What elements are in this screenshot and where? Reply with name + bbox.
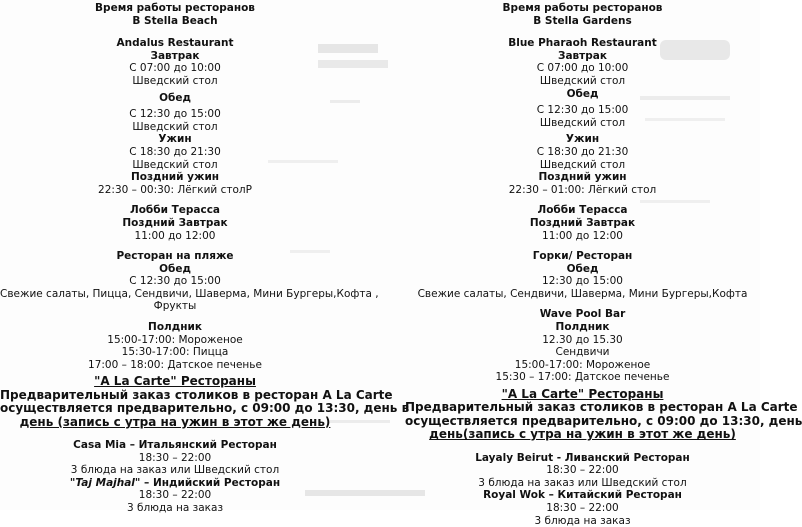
layaly-cuisine: - Ливанский Ресторан [553,451,690,464]
casa-mia-heading [0,439,350,452]
casa-mia-name: Casa Mia [73,439,127,452]
wave-pool-name: Wave Pool Bar [539,308,626,321]
andalus-lunch-label: Обед [159,91,191,104]
andalus-breakfast-time: С 07:00 до 10:00 [129,62,221,75]
royal-wok-heading [405,489,760,502]
wave-pool-line2: 15:30 – 17:00: Датское печенье [495,371,670,384]
right-lobby-late-breakfast-time: 11:00 до 12:00 [542,229,623,242]
snack-label: Полдник [148,321,202,334]
andalus-dinner-label: Ужин [158,133,192,146]
taj-majhal-time: 18:30 – 22:00 [138,489,212,502]
blue-pharaoh-dinner-time: С 18:30 до 21:30 [536,145,629,158]
hills-lunch-label: Обед [566,262,599,275]
right-alacarte-line2: осуществляется предварительно, с 09:00 до 13:30, день [405,413,802,428]
stella-beach-column [0,0,410,515]
layaly-heading [405,452,760,465]
layaly-name: Layaly Beirut [475,451,554,464]
blue-pharaoh-breakfast-label: Завтрак [557,49,607,62]
right-alacarte-title: "A La Carte" Рестораны [501,387,664,402]
royal-wok-note: 3 блюда на заказ [534,514,631,527]
snack-line1: 15:00-17:00: Мороженое [107,333,243,346]
casa-mia-time: 18:30 – 22:00 [138,451,212,464]
alacarte-line2: осуществляется предварительно, с 09:00 до 13:30, день в [0,401,410,416]
hills-lunch-time: 12:30 до 15:00 [542,275,623,288]
blue-pharaoh-late-time: 22:30 – 01:00: Лёгкий стол [508,183,657,196]
andalus-dinner-time: С 18:30 до 21:30 [129,145,221,158]
right-lobby-name: Лобби Терасса [537,204,628,217]
royal-wok-cuisine: – Китайский Ресторан [544,489,682,502]
lobby-name: Лобби Терасса [129,204,221,217]
snack-line2: 15:30-17:00: Пицца [121,346,229,359]
andalus-late-label: Поздний ужин [130,171,220,184]
right-alacarte-line3: день(запись с утра на ужин в этот же день) [429,427,736,442]
blue-pharaoh-name: Blue Pharaoh Restaurant [508,37,657,50]
stella-gardens-column [405,0,802,527]
wave-pool-snack-label: Полдник [555,321,610,334]
blue-pharaoh-lunch-time: С 12:30 до 15:00 [536,104,629,117]
beach-menu-line2: Фрукты [153,300,197,313]
layaly-time: 18:30 – 22:00 [546,464,619,477]
andalus-late-time: 22:30 – 00:30: Лёгкий столР [98,183,252,196]
blue-pharaoh-lunch-type: Шведский стол [539,116,626,129]
lobby-late-breakfast-label: Поздний Завтрак [122,216,228,229]
wave-pool-line1: 15:00-17:00: Мороженое [514,358,651,371]
layaly-note: 3 блюда на заказ или Шведский стол [478,476,687,489]
beach-lunch-time: С 12:30 до 15:00 [129,275,221,288]
andalus-name: Andalus Restaurant [116,37,234,50]
royal-wok-name: Royal Wok [483,489,545,502]
blue-pharaoh-dinner-type: Шведский стол [539,158,626,171]
beach-lunch-label: Обед [159,262,191,275]
left-header-hotel: В Stella Beach [132,14,218,27]
royal-wok-time: 18:30 – 22:00 [546,502,619,515]
blue-pharaoh-late-label: Поздний ужин [538,171,627,184]
blue-pharaoh-breakfast-time: С 07:00 до 10:00 [536,62,629,75]
taj-majhal-cuisine: – Индийский Ресторан [140,476,281,489]
hills-name: Горки/ Ресторан [532,250,633,263]
lobby-late-breakfast-time: 11:00 до 12:00 [134,229,216,242]
alacarte-line3: день (запись с утра на ужин в этот же день) [19,414,331,429]
alacarte-title: "A La Carte" Рестораны [94,374,256,389]
right-alacarte-line1: Предварительный заказ столиков в ресторан A La Carte [405,400,798,415]
right-header-title: Время работы ресторанов [502,2,663,14]
blue-pharaoh-breakfast-type: Шведский стол [539,74,626,87]
wave-pool-snack-time: 12.30 до 15.30 [542,333,623,346]
andalus-lunch-time: С 12:30 до 15:00 [129,108,221,121]
beach-menu-line1: Свежие салаты, Пицца, Сендвичи, Шаверма, Мини Бургеры,Кофта , [0,287,379,300]
blue-pharaoh-lunch-label: Обед [566,87,599,100]
beach-restaurant-name: Ресторан на пляже [116,250,234,263]
right-header-hotel: В Stella Gardens [533,14,632,27]
andalus-breakfast-label: Завтрак [150,49,200,62]
taj-majhal-name: "Taj Majhal" [69,476,141,489]
casa-mia-cuisine: – Итальянский Ресторан [126,439,277,452]
casa-mia-note: 3 блюда на заказ или Шведский стол [70,464,280,477]
andalus-dinner-type: Шведский стол [132,158,218,171]
taj-majhal-note: 3 блюда на заказ [126,502,224,515]
taj-majhal-heading [0,477,350,490]
alacarte-line1: Предварительный заказ столиков в ресторан A La Carte [0,387,393,402]
andalus-breakfast-type: Шведский стол [132,74,218,87]
andalus-lunch-type: Шведский стол [132,120,218,133]
right-lobby-late-breakfast-label: Поздний Завтрак [529,216,636,229]
hills-menu-line1: Свежие салаты, Сендвичи, Шаверма, Мини Бургеры,Кофта [417,287,748,300]
wave-pool-snack-item: Сендвичи [555,346,610,359]
blue-pharaoh-dinner-label: Ужин [565,133,600,146]
snack-line3: 17:00 – 18:00: Датское печенье [88,358,262,371]
left-header-title: Время работы ресторанов [95,2,255,14]
